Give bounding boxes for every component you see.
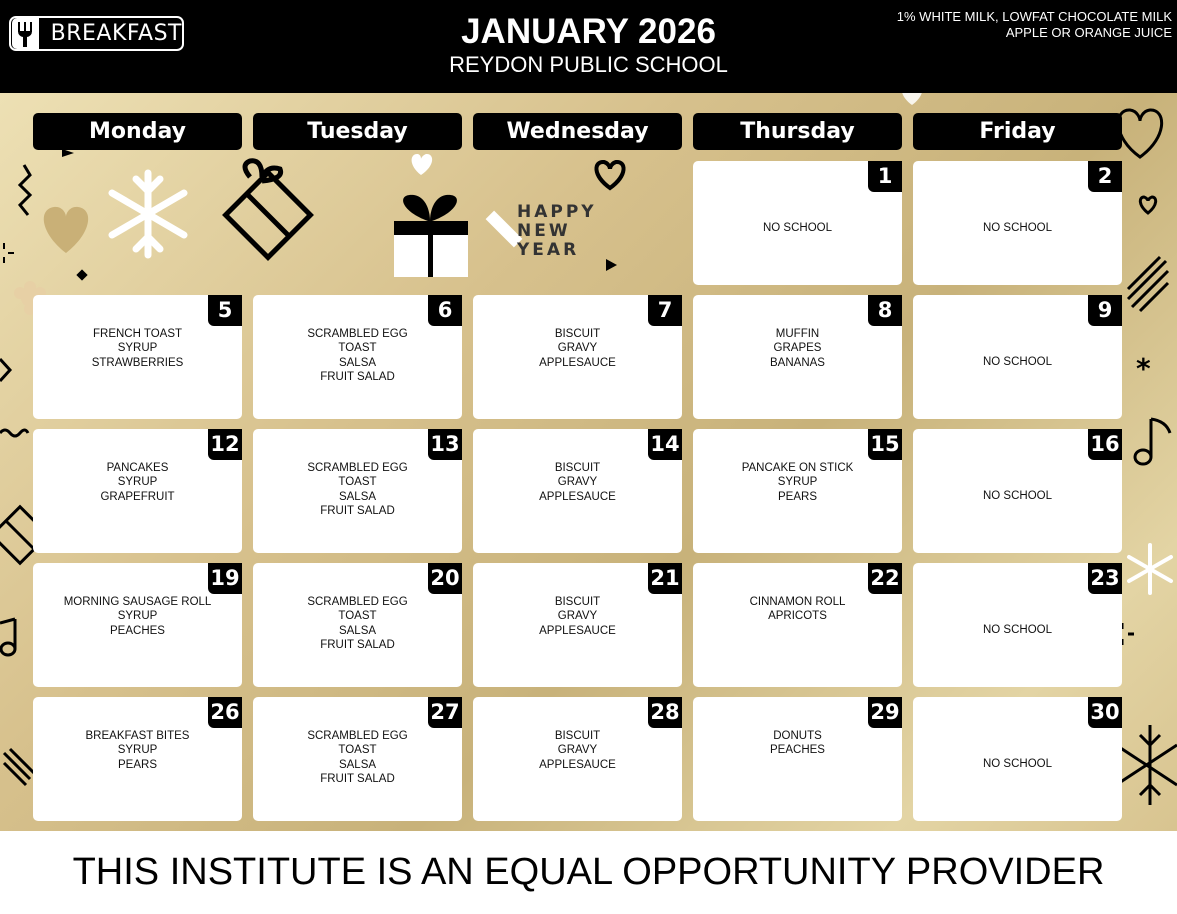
menu-item: PANCAKES bbox=[106, 462, 169, 474]
day-cell bbox=[913, 295, 1122, 419]
menu-item: MUFFIN bbox=[775, 328, 820, 340]
page-title: JANUARY 2026 bbox=[461, 12, 716, 51]
squiggle-icon bbox=[20, 165, 30, 215]
gift-icon bbox=[226, 161, 311, 258]
menu-list bbox=[913, 221, 1122, 235]
menu-list bbox=[253, 729, 462, 786]
day-cell bbox=[913, 697, 1122, 821]
menu-item: TOAST bbox=[338, 744, 377, 757]
menu-item: MORNING SAUSAGE ROLL bbox=[63, 596, 212, 608]
day-cell bbox=[913, 563, 1122, 687]
menu-item: DONUTS bbox=[773, 730, 822, 742]
menu-item: SCRAMBLED EGG bbox=[307, 462, 408, 474]
day-number: 26 bbox=[208, 697, 242, 728]
drink-line-juice: APPLE OR ORANGE JUICE bbox=[1005, 25, 1172, 40]
menu-item: PEARS bbox=[118, 758, 157, 771]
menu-item: SYRUP bbox=[777, 476, 818, 489]
greeting-line: NEW bbox=[517, 221, 571, 241]
weekday-tuesday: Tuesday bbox=[253, 113, 462, 150]
day-cell bbox=[473, 563, 682, 687]
day-cell bbox=[473, 697, 682, 821]
menu-item: SALSA bbox=[338, 356, 377, 369]
menu-item: TOAST bbox=[338, 476, 377, 489]
day-cell bbox=[693, 161, 902, 285]
menu-item: GRAVY bbox=[557, 744, 598, 757]
menu-item: NO SCHOOL bbox=[982, 758, 1052, 770]
menu-item: GRAVY bbox=[557, 476, 598, 489]
calendar-board bbox=[0, 93, 1177, 831]
badge-label: BREAKFAST bbox=[50, 21, 182, 46]
day-number: 22 bbox=[868, 563, 902, 594]
wave-icon bbox=[0, 430, 28, 436]
day-cell bbox=[253, 429, 462, 553]
heart-icon bbox=[1118, 110, 1161, 157]
day-cell bbox=[913, 429, 1122, 553]
menu-item: BISCUIT bbox=[554, 596, 601, 608]
weekday-monday: Monday bbox=[33, 113, 242, 150]
day-number: 23 bbox=[1088, 563, 1122, 594]
menu-list bbox=[253, 327, 462, 384]
drink-line-milk: 1% WHITE MILK, LOWFAT CHOCOLATE MILK bbox=[896, 9, 1172, 24]
menu-list bbox=[693, 221, 902, 235]
menu-item: SCRAMBLED EGG bbox=[307, 596, 408, 608]
menu-item: SALSA bbox=[338, 490, 377, 503]
day-number: 15 bbox=[868, 429, 902, 460]
day-number: 28 bbox=[648, 697, 682, 728]
menu-item: BISCUIT bbox=[554, 328, 601, 340]
day-cell bbox=[693, 697, 902, 821]
menu-list bbox=[913, 355, 1122, 369]
menu-item: APPLESAUCE bbox=[539, 490, 616, 503]
menu-list bbox=[693, 595, 902, 624]
gift-filled-icon bbox=[394, 195, 522, 277]
menu-item: SYRUP bbox=[117, 744, 158, 757]
weekday-wednesday: Wednesday bbox=[473, 113, 682, 150]
heart-icon bbox=[1140, 197, 1155, 213]
menu-item: NO SCHOOL bbox=[982, 222, 1052, 234]
menu-list bbox=[253, 595, 462, 652]
menu-item: FRUIT SALAD bbox=[320, 370, 395, 383]
greeting-text bbox=[516, 202, 597, 260]
menu-item: GRAVY bbox=[557, 342, 598, 355]
diamond-icon bbox=[76, 269, 87, 280]
day-number: 29 bbox=[868, 697, 902, 728]
day-cell bbox=[473, 429, 682, 553]
heart-icon bbox=[412, 154, 433, 175]
menu-item: GRAVY bbox=[557, 610, 598, 623]
menu-list bbox=[913, 489, 1122, 503]
menu-item: NO SCHOOL bbox=[982, 490, 1052, 502]
menu-item: SYRUP bbox=[117, 610, 158, 623]
menu-item: APPLESAUCE bbox=[539, 758, 616, 771]
menu-item: FRUIT SALAD bbox=[320, 504, 395, 517]
day-number: 9 bbox=[1088, 295, 1122, 326]
day-cell bbox=[253, 295, 462, 419]
day-number: 2 bbox=[1088, 161, 1122, 192]
menu-list bbox=[33, 595, 242, 638]
day-number: 16 bbox=[1088, 429, 1122, 460]
menu-list bbox=[913, 757, 1122, 771]
day-cell bbox=[693, 429, 902, 553]
menu-item: BREAKFAST BITES bbox=[85, 730, 190, 742]
menu-item: GRAPEFRUIT bbox=[100, 490, 175, 503]
day-cell bbox=[473, 295, 682, 419]
menu-item: NO SCHOOL bbox=[982, 356, 1052, 368]
day-cell bbox=[33, 295, 242, 419]
day-number: 5 bbox=[208, 295, 242, 326]
menu-list bbox=[33, 461, 242, 504]
day-number: 1 bbox=[868, 161, 902, 192]
day-cell bbox=[253, 563, 462, 687]
day-cell bbox=[33, 563, 242, 687]
day-number: 27 bbox=[428, 697, 462, 728]
footer-statement: THIS INSTITUTE IS AN EQUAL OPPORTUNITY PROVIDER bbox=[72, 851, 1105, 893]
header bbox=[0, 0, 1177, 93]
heart-icon bbox=[44, 207, 88, 253]
menu-item: SYRUP bbox=[117, 342, 158, 355]
menu-list bbox=[473, 729, 682, 772]
day-number: 30 bbox=[1088, 697, 1122, 728]
menu-item: APPLESAUCE bbox=[539, 356, 616, 369]
day-number: 21 bbox=[648, 563, 682, 594]
drink-options bbox=[897, 9, 1172, 41]
day-number: 8 bbox=[868, 295, 902, 326]
day-cell bbox=[693, 563, 902, 687]
weekday-thursday: Thursday bbox=[693, 113, 902, 150]
menu-item: STRAWBERRIES bbox=[91, 356, 184, 369]
day-cell bbox=[33, 697, 242, 821]
menu-item: APRICOTS bbox=[768, 610, 827, 623]
menu-list bbox=[33, 729, 242, 772]
menu-item: TOAST bbox=[338, 610, 377, 623]
asterisk-icon: * bbox=[1136, 352, 1151, 385]
snowflake-icon bbox=[112, 173, 184, 255]
day-cell bbox=[693, 295, 902, 419]
greeting-line: YEAR bbox=[517, 240, 580, 260]
heart-icon bbox=[596, 162, 623, 188]
day-number: 14 bbox=[648, 429, 682, 460]
snowflake-icon bbox=[1116, 725, 1177, 805]
menu-item: SCRAMBLED EGG bbox=[307, 730, 408, 742]
music-note-icon bbox=[0, 619, 15, 655]
menu-item: NO SCHOOL bbox=[762, 222, 832, 234]
menu-list bbox=[473, 595, 682, 638]
weekday-friday: Friday bbox=[913, 113, 1122, 150]
menu-list bbox=[253, 461, 462, 518]
menu-item: SYRUP bbox=[117, 476, 158, 489]
day-number: 7 bbox=[648, 295, 682, 326]
menu-item: GRAPES bbox=[773, 342, 822, 355]
diamond-icon bbox=[0, 359, 10, 381]
menu-list bbox=[693, 461, 902, 504]
day-cell bbox=[253, 697, 462, 821]
menu-item: BISCUIT bbox=[554, 730, 601, 742]
stripes-icon bbox=[1128, 257, 1168, 311]
menu-item: FRUIT SALAD bbox=[320, 772, 395, 785]
menu-list bbox=[693, 327, 902, 370]
triangle-icon bbox=[606, 259, 617, 271]
menu-item: PANCAKE ON STICK bbox=[741, 462, 854, 474]
menu-list bbox=[33, 327, 242, 370]
menu-item: NO SCHOOL bbox=[982, 624, 1052, 636]
menu-item: SALSA bbox=[338, 624, 377, 637]
heart-icon bbox=[902, 93, 923, 105]
menu-item: FRENCH TOAST bbox=[92, 328, 183, 340]
day-number: 20 bbox=[428, 563, 462, 594]
menu-item: TOAST bbox=[338, 342, 377, 355]
menu-list bbox=[473, 461, 682, 504]
triangle-icon bbox=[62, 149, 74, 157]
menu-list bbox=[693, 729, 902, 758]
day-cell bbox=[33, 429, 242, 553]
day-cell bbox=[913, 161, 1122, 285]
menu-list bbox=[473, 327, 682, 370]
menu-item: APPLESAUCE bbox=[539, 624, 616, 637]
greeting-line: HAPPY bbox=[517, 202, 597, 222]
day-number: 12 bbox=[208, 429, 242, 460]
menu-item: PEACHES bbox=[110, 624, 165, 637]
snowflake-icon bbox=[1129, 545, 1171, 593]
day-number: 6 bbox=[428, 295, 462, 326]
menu-item: SCRAMBLED EGG bbox=[307, 328, 408, 340]
menu-item: PEARS bbox=[778, 490, 817, 503]
menu-item: FRUIT SALAD bbox=[320, 638, 395, 651]
menu-item: BANANAS bbox=[770, 356, 825, 369]
school-name: REYDON PUBLIC SCHOOL bbox=[449, 52, 728, 77]
music-note-icon bbox=[1135, 419, 1170, 464]
menu-item: BISCUIT bbox=[554, 462, 601, 474]
day-number: 13 bbox=[428, 429, 462, 460]
day-number: 19 bbox=[208, 563, 242, 594]
sparkle-icon bbox=[4, 243, 14, 263]
menu-item: CINNAMON ROLL bbox=[749, 596, 846, 608]
menu-item: SALSA bbox=[338, 758, 377, 771]
menu-list bbox=[913, 623, 1122, 637]
menu-item: PEACHES bbox=[770, 744, 825, 757]
